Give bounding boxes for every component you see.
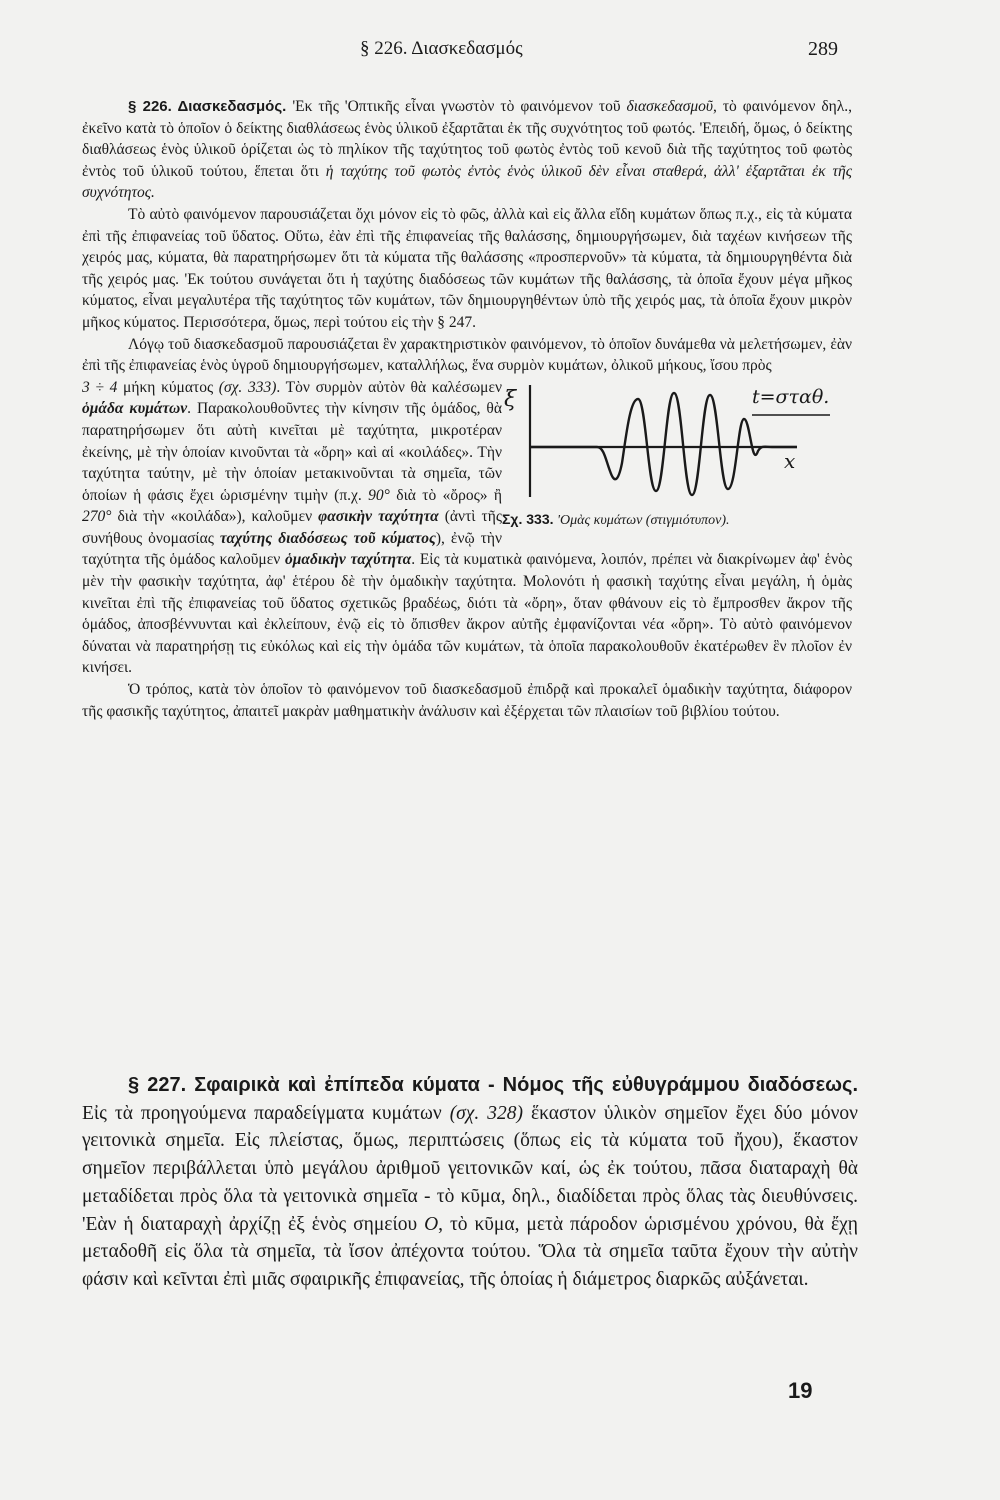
ratio-value: 3 ÷ 4	[82, 378, 118, 396]
text-run: 'Εκ τῆς 'Οπτικῆς εἶναι γνωστὸν τὸ φαινόμενον τοῦ	[292, 98, 627, 115]
text-run: . Παρακολουθοῦντες τὴν κίνησιν τῆς ὁμάδος, θὰ παρατηρήσωμεν ὅτι αὐτὴ κινεῖται μὲ ταχύτητα, μικροτέραν ἐκείνης, μὲ τὴν ὁποίαν κινοῦνται τὰ «ὄρη» καὶ αἱ «κοιλάδες». Τὴν ταχύτητα ταύτην, μὲ τὴν ὁποίαν μετακινοῦνται τὰ σημεῖα, τῶν ὁποίων ἡ φάσις ἔχει ὡρισμένην τιμὴν (π.χ.	[82, 400, 502, 504]
text-run: , τὸ κῦμα, μετὰ πάροδον ὡρισμένου χρόνου, θὰ ἔχῃ μεταδοθῆ εἰς ὅλα τὰ σημεῖα, τὰ ἴσον ἀπέχοντα τούτου. Ὅλα τὰ σημεῖα ταῦτα ἔχουν τὴν αὐτὴν φάσιν καὶ κεῖνται ἐπὶ μιᾶς σφαιρικῆς ἐπιφανείας, τῆς ὁποίας ἡ διάμετρος διαρκῶς αὐξάνεται.	[82, 1213, 858, 1290]
text-run: διὰ τὴν «κοιλάδα»), καλοῦμεν	[111, 508, 319, 526]
running-head: § 226. Διασκεδασμός	[360, 38, 523, 59]
section-227	[82, 1072, 858, 1294]
text-run: Εἰς τὰ προηγούμενα παραδείγματα κυμάτων	[82, 1102, 450, 1124]
defined-term: φασικὴν ταχύτητα	[318, 508, 439, 526]
caption-text: 'Ομὰς κυμάτων (στιγμιότυπον).	[557, 512, 730, 528]
section-heading: § 226. Διασκεδασμός.	[128, 98, 287, 115]
text-run: . Τὸν συρμὸν αὐτὸν θὰ καλέσωμεν	[276, 378, 502, 396]
axis-x-label: x	[784, 448, 796, 473]
text-run: (ἀντὶ τῆς συνήθους ὀνομασίας	[82, 508, 502, 547]
paragraph	[82, 1072, 858, 1294]
text-run: , τὸ φαινόμενον δηλ., ἐκεῖνο κατὰ τὸ ὁποῖον ὁ δείκτης διαθλάσεως ἑνὸς ὑλικοῦ ἐξαρτᾶται ἐκ τῆς συχνότητος τοῦ φωτός. 'Επειδή, ὅμως, ὁ δείκτης διαθλάσεως ἑνὸς ὑλικοῦ ὁρίζεται ὡς τὸ πηλίκον τῆς ταχύτητος τοῦ φωτὸς ἐντὸς τοῦ κενοῦ διὰ τῆς ταχύτητος τοῦ φωτὸς ἐντὸς τοῦ ὑλικοῦ τούτου, ἕπεται ὅτι	[82, 98, 853, 180]
wave-group-figure	[502, 379, 852, 539]
signature-number: 19	[788, 1378, 813, 1403]
caption-number: Σχ. 333.	[502, 510, 554, 527]
defined-term: ὁμαδικὴν ταχύτητα	[285, 551, 412, 569]
paragraph	[82, 334, 852, 377]
emphasis-term: διασκεδασμοῦ	[626, 98, 713, 115]
angle-value: 270°	[82, 508, 112, 526]
figure-reference: (σχ. 328)	[449, 1102, 523, 1124]
figure-reference: (σχ. 333)	[218, 378, 277, 396]
text-run: ἕκαστον ὑλικὸν σημεῖον ἔχει δύο μόνον γειτονικὰ σημεῖα. Εἰς πλείστας, ὅμως, περιπτώσεις (ὅπως εἰς τὰ κύματα τοῦ ἤχου), ἕκαστον σημεῖον περιβάλλεται ὑπὸ μεγάλου ἀριθμοῦ γειτονικῶν καί, ὡς ἐκ τούτου, πᾶσα διαταραχὴ θὰ μεταδίδεται πρὸς ὅλα τὰ γειτονικὰ σημεῖα - τὸ κῦμα, δηλ., διαδίδεται πρὸς ὅλας τὰς διευθύνσεις. 'Εὰν ἡ διαταραχὴ ἀρχίζῃ ἐξ ἑνὸς σημείου	[82, 1102, 858, 1235]
emphasis-statement: ἡ ταχύτης τοῦ φωτὸς ἐντὸς ἑνὸς ὑλικοῦ δὲν εἶναι σταθερά, ἀλλ' ἐξαρτᾶται ἐκ τῆς συχνότητος.	[82, 162, 852, 202]
text-run: μήκη κύματος	[117, 378, 219, 396]
paragraph: Τὸ αὐτὸ φαινόμενον παρουσιάζεται ὄχι μόνον εἰς τὸ φῶς, ἀλλὰ καὶ εἰς ἄλλα εἴδη κυμάτων ὅπως π.χ., εἰς τὰ κύματα ἐπὶ τῆς ἐπιφανείας τοῦ ὕδατος. Οὕτω, ἐὰν ἐπὶ τῆς ἐπιφανείας τῆς θαλάσσης, δημιουργήσωμεν, διὰ ταχέων κινήσεων τῆς χειρός μας, κύματα, θὰ παρατηρήσωμεν ὅτι τὰ κύματα τῆς θαλάσσης «προσπερνοῦν» τὰ κύματα, τὰ δημιουργηθέντα διὰ τῆς χειρός μας. 'Εκ τούτου συνάγεται ὅτι ἡ ταχύτης διαδόσεως τῶν κυμάτων τῆς θαλάσσης, τὰ ὁποῖα ἔχουν μέγα μῆκος κύματος, εἶναι μεγαλυτέρα τῆς ταχύτητος τῶν κυμάτων, τῶν δημιουργηθέντων ὑπὸ τῆς χειρός μας, τὰ ὁποῖα ἔχουν μικρὸν μῆκος κύματος. Περισσότερα, ὅμως, περὶ τούτου εἰς τὴν § 247.	[82, 205, 852, 331]
time-label: t=σταθ.	[752, 385, 830, 408]
axis-y-label: ξ	[504, 386, 517, 412]
paragraph	[82, 96, 852, 204]
text-run: διὰ τὸ «ὄρος» ἢ	[389, 486, 502, 504]
text-run: ), ἐνῷ τὴν ταχύτητα τῆς ὁμάδος καλοῦμεν	[82, 529, 502, 569]
section-226	[82, 96, 852, 722]
text-run: Λόγῳ τοῦ διασκεδασμοῦ παρουσιάζεται ἓν χαρακτηριστικὸν φαινόμενον, τὸ ὁποῖον δυνάμεθα νὰ μελετήσωμεν, ἐὰν ἐπὶ τῆς ἐπιφανείας ἑνὸς ὑγροῦ δημιουργήσωμεν, καταλλήλως, ἕνα συρμὸν κυμάτων, ὀλικοῦ μήκους, ἴσου πρὸς	[82, 335, 852, 375]
defined-term: ταχύτης διαδόσεως τοῦ κύματος	[219, 529, 436, 547]
text-run: . Εἰς τὰ κυματικὰ φαινόμενα, λοιπόν, πρέπει νὰ διακρίνωμεν ἀφ' ἑνὸς μὲν τὴν φασικὴν ταχύτητα, ἀφ' ἑτέρου δὲ τὴν ὁμαδικὴν ταχύτητα. Μολονότι ἡ φασικὴ ταχύτης εἶναι μεγάλη, ἡ ὁμὰς κινεῖται ἐπὶ τῆς ἐπιφανείας τοῦ ὕδατος σχετικῶς βραδέως, διότι τὰ «ὄρη», ὅταν φθάνουν εἰς τὸ ἔμπροσθεν ἄκρον τῆς ὁμάδος, ἀποσβέννυνται καὶ ἐκλείπουν, ἐνῷ εἰς τὸ ὄπισθεν ἄκρον αὐτῆς ἐμφανίζονται νέα «ὄρη». Τὸ αὐτὸ φαινόμενον δύναται νὰ παρατηρήσῃ τις εὐκόλως καὶ εἰς τὴν ὁμάδα τῶν κυμάτων, τὰ ὁποῖα παρακολουθοῦν ἑκατέρωθεν ἓν πλοῖον ἐν κινήσει.	[82, 551, 852, 677]
angle-value: 90°	[368, 486, 390, 504]
figure-caption	[502, 509, 852, 532]
section-heading: § 227. Σφαιρικὰ καὶ ἐπίπεδα κύματα - Νόμος τῆς εὐθυγράμμου διαδόσεως.	[128, 1074, 858, 1096]
defined-term: ὁμάδα κυμάτων	[82, 400, 188, 418]
page-number: 289	[808, 38, 838, 60]
paragraph: Ὁ τρόπος, κατὰ τὸν ὁποῖον τὸ φαινόμενον τοῦ διασκεδασμοῦ ἐπιδρᾷ καὶ προκαλεῖ ὁμαδικὴν ταχύτητα, διάφορον τῆς φασικῆς ταχύτητος, ἀπαιτεῖ μακρὰν μαθηματικὴν ἀνάλυσιν καὶ ἐξέρχεται τῶν πλαισίων τοῦ βιβλίου τούτου.	[82, 681, 852, 720]
point-symbol: O	[424, 1213, 439, 1235]
